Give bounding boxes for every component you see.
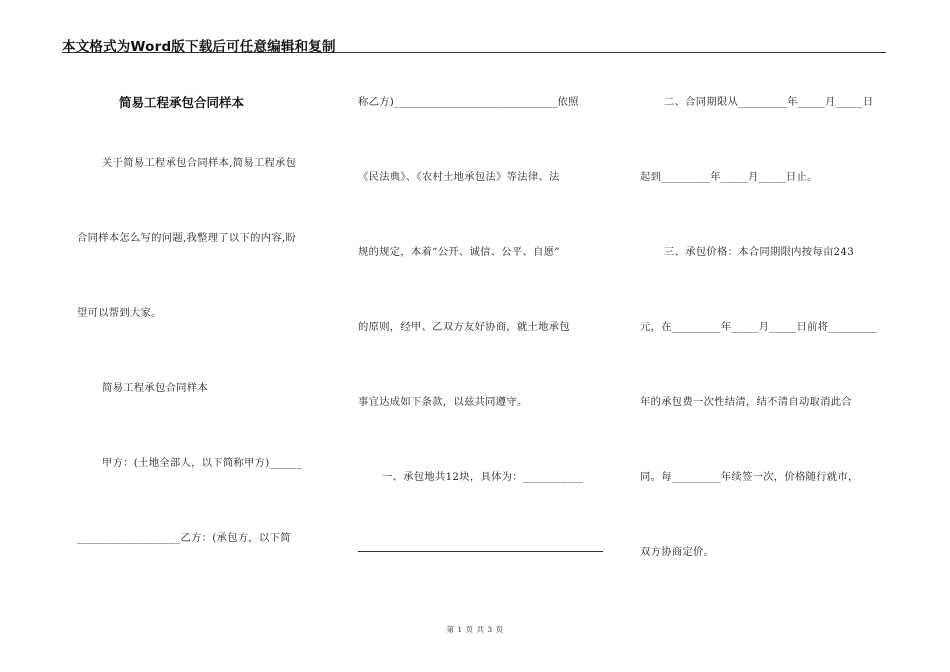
text-line: 甲方：(土地全部人，以下简称甲方)______ [102, 457, 303, 469]
text-line: 一、承包地共12块，具体为：___________ [382, 471, 583, 483]
header-text: 本文格式为Word版下载后可任意编辑和复制 [62, 39, 336, 55]
text-line: 称乙方)______________________________依照 [358, 96, 579, 108]
text-line: 同。每_________年续签一次，价格随行就市， [640, 471, 859, 483]
text-line: 《民法典》、《农村土地承包法》等法律、法 [358, 171, 560, 183]
text-line: 二、合同期限从_________年_____月_____日 [664, 96, 874, 108]
blank-fill-line [358, 551, 603, 552]
text-line: 起到_________年_____月_____日止。 [640, 171, 818, 183]
page-number: 第 1 页 共 3 页 [446, 625, 504, 634]
text-line: 望可以帮到大家。 [77, 307, 162, 319]
text-line: 双方协商定价。 [640, 546, 715, 558]
text-line: 关于简易工程承包合同样本,简易工程承包 [102, 157, 297, 169]
page-header [62, 30, 886, 53]
text-line: 事宜达成如下条款，以兹共同遵守。 [358, 396, 528, 408]
text-line: 元，在_________年_____月_____日前将_________ [640, 321, 878, 333]
text-line: 年的承包费一次性结清，结不清自动取消此合 [640, 396, 852, 408]
document-title: 简易工程承包合同样本 [119, 95, 245, 110]
text-line: 合同样本怎么写的问题,我整理了以下的内容,盼 [77, 232, 297, 244]
text-line: 的原则，经甲、乙双方友好协商，就土地承包 [358, 321, 570, 333]
text-line: ___________________乙方：(承包方，以下简 [77, 532, 291, 544]
text-line: 规的规定，本着“公开、诚信、公平、自愿” [358, 246, 560, 258]
text-line: 三、承包价格：本合同期限内按每亩243 [664, 246, 855, 258]
section-heading: 简易工程承包合同样本 [102, 382, 208, 394]
